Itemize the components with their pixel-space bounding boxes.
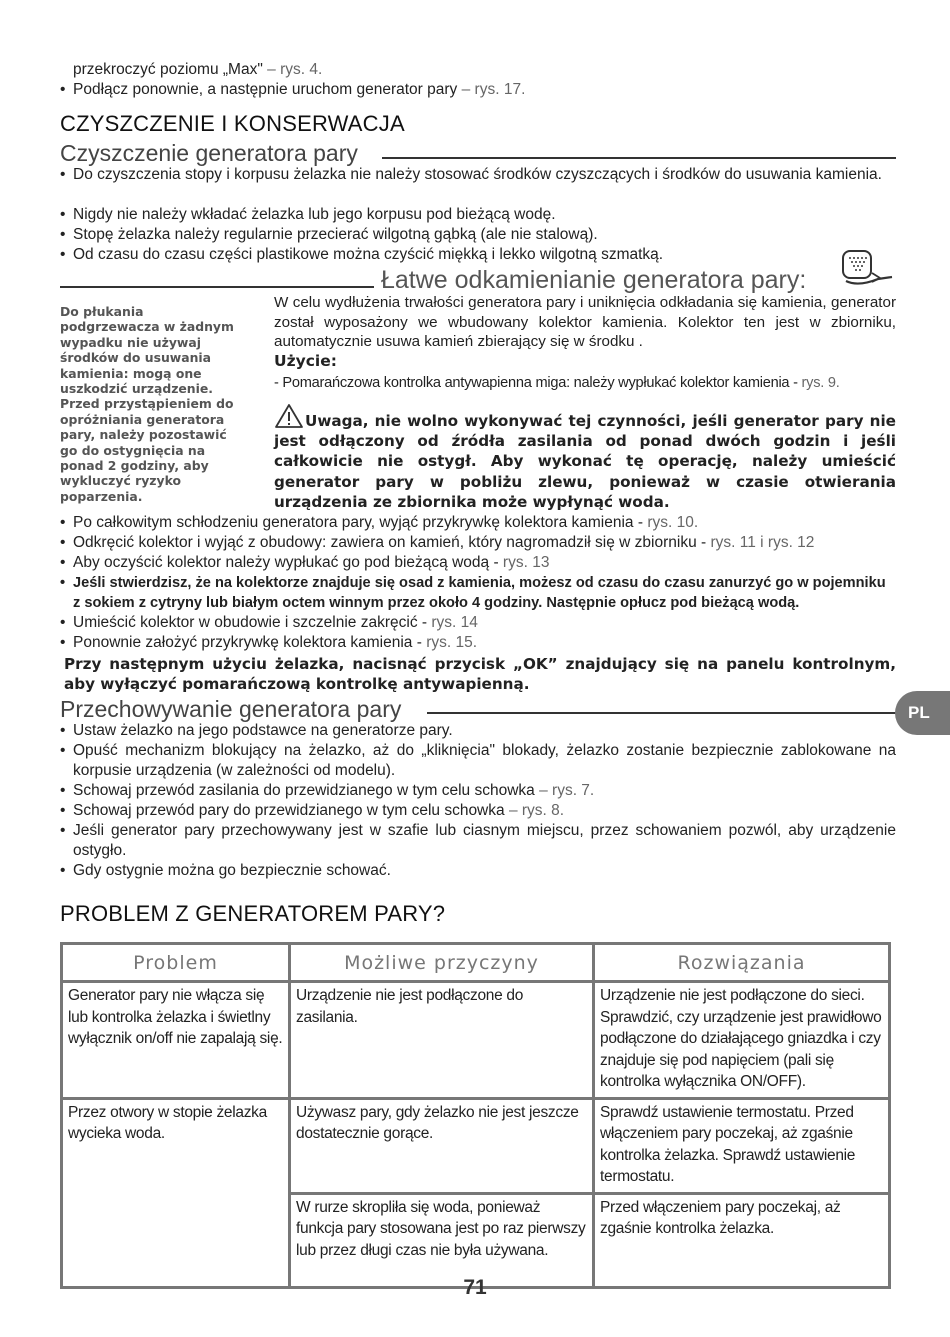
list-item: • Umieścić kolektor w obudowie i szczelnie zakręcić - rys. 14 <box>60 614 478 631</box>
storage-title: Przechowywanie generatora pary <box>60 696 402 722</box>
list-item: • Ponownie założyć przykrywkę kolektora kamienia - rys. 15. <box>60 634 478 651</box>
warning-text: Uwaga, nie wolno wykonywać tej czynności, jeśli generator pary nie jest odłączony od źródła zasilania od ponad dwóch godzin i jeśli całkowicie nie ostygł. Aby wykonać tę operację, należy umieścić generator pary w pobliżu zlewu, ponieważ w czasie otwierania urządzenia ze zbiornika może wypłynąć woda. <box>274 412 896 511</box>
section-title-cleaning: CZYSZCZENIE I KONSERWACJA <box>60 111 405 136</box>
descale-paragraph: W celu wydłużenia trwałości generatora pary i uniknięcia odkładania się kamienia, generator został wyposażony we wbudowany kolektor kamienia. Kolektor ten jest w zbiorniku, automatycznie usuwa kamień zbierający się w środku . <box>274 294 896 350</box>
list-item: • Po całkowitym schłodzeniu generatora pary, wyjąć przykrywkę kolektora kamienia - rys. 10. <box>60 514 699 531</box>
table-cell: Przed włączeniem pary poczekaj, aż zgaśnie kontrolka żelazka. <box>594 1193 890 1287</box>
list-item: • Jeśli generator pary przechowywany jest w szafie lub ciasnym miejscu, przez schowaniem pozwól, aby urządzenie ostygło. <box>60 822 896 859</box>
table-cell: Urządzenie nie jest podłączone do sieci. Sprawdzić, czy urządzenie jest prawidłowo podłączone do działającego gniazdka i czy znajduje się pod napięciem (pali się kontrolka wyłącznika ON/OFF). <box>594 982 890 1099</box>
table-cell: Przez otwory w stopie żelazka wycieka woda. <box>62 1098 290 1287</box>
usage-label: Użycie: <box>274 352 337 370</box>
sidebar-note: Do płukania podgrzewacza w żadnym wypadku nie używaj środków do usuwania kamienia: mogą one uszkodzić urządzenie. Przed przystąpieniem do opróżniania generatora pary, należy pozostawić go do ostygnięcia na ponad 2 godziny, aby wykluczyć ryzyko poparzenia. <box>60 304 234 504</box>
usage-line: - Pomarańczowa kontrolka antywapienna miga: należy wypłukać kolektor kamienia - rys. 9. <box>274 375 840 391</box>
subsection-title-cleaning: Czyszczenie generatora pary <box>60 140 358 166</box>
title-rule <box>60 286 374 288</box>
list-item: • Do czyszczenia stopy i korpusu żelazka nie należy stosować środków czyszczących i środków do usuwania kamienia. <box>60 166 882 183</box>
intro-line: przekroczyć poziomu „Max" – rys. 4. <box>73 61 323 78</box>
descale-title: Łatwe odkamienianie generatora pary: <box>381 266 807 294</box>
list-item: • Od czasu do czasu części plastikowe można czyścić miękką i lekko wilgotną szmatką. <box>60 246 664 263</box>
final-note: Przy następnym użyciu żelazka, nacisnąć przycisk „OK” znajdujący się na panelu kontrolnym, aby wyłączyć pomarańczową kontrolkę antywapienną. <box>64 655 896 693</box>
list-item: • Schowaj przewód pary do przewidzianego w tym celu schowka – rys. 8. <box>60 802 565 819</box>
page-number: 71 <box>463 1276 487 1299</box>
table-row <box>62 1098 890 1193</box>
list-item: • Aby oczyścić kolektor należy wypłukać go pod bieżącą wodą - rys. 13 <box>60 554 550 571</box>
list-item: • Schowaj przewód zasilania do przewidzianego w tym celu schowka – rys. 7. <box>60 782 595 799</box>
tip-item: • Jeśli stwierdzisz, że na kolektorze znajduje się osad z kamienia, możesz od czasu do czasu zanurzyć go w pojemniku z sokiem z cytryny lub białym octem winnym przez około 4 godziny. Następnie opłucz pod bieżącą wodą. <box>60 575 886 611</box>
table-cell: Sprawdź ustawienie termostatu. Przed włączeniem pary poczekaj, aż zgaśnie kontrolka żelazka. Sprawdź ustawienie termostatu. <box>594 1098 890 1193</box>
column-header-problem: Problem <box>62 944 290 982</box>
list-item: • Stopę żelazka należy regularnie przecierać wilgotną gąbką (ale nie stalową). <box>60 226 598 243</box>
table-row <box>62 982 890 1099</box>
language-tab: PL <box>895 691 950 735</box>
problems-table <box>60 942 891 1289</box>
title-rule <box>382 157 896 159</box>
intro-bullet: • Podłącz ponownie, a następnie uruchom generator pary – rys. 17. <box>60 81 526 98</box>
column-header-solutions: Rozwiązania <box>594 944 890 982</box>
list-item: • Gdy ostygnie można go bezpiecznie schować. <box>60 862 391 879</box>
list-item: • Odkręcić kolektor i wyjąć z obudowy: zawiera on kamień, który nagromadził się w zbiorniku - rys. 11 i rys. 12 <box>60 534 815 551</box>
column-header-causes: Możliwe przyczyny <box>290 944 594 982</box>
table-cell: W rurze skropliła się woda, ponieważ funkcja pary stosowana jest po raz pierwszy lub przez długi czas nie była używana. <box>290 1193 594 1287</box>
problems-title: PROBLEM Z GENERATOREM PARY? <box>60 901 446 926</box>
list-item: • Opuść mechanizm blokujący na żelazko, aż do „kliknięcia" blokady, żelazko zostanie bezpiecznie zablokowane na korpusie urządzenia (w zależności od modelu). <box>60 742 896 779</box>
list-item: • Nigdy nie należy wkładać żelazka lub jego korpusu pod bieżącą wodę. <box>60 206 556 223</box>
table-cell: Używasz pary, gdy żelazko nie jest jeszcze dostatecznie gorące. <box>290 1098 594 1193</box>
title-rule <box>427 712 897 714</box>
descale-icon <box>840 249 896 289</box>
table-cell: Generator pary nie włącza się lub kontrolka żelazka i świetlny wyłącznik on/off nie zapalają się. <box>62 982 290 1099</box>
table-cell: Urządzenie nie jest podłączone do zasilania. <box>290 982 594 1099</box>
list-item: • Ustaw żelazko na jego podstawce na generatorze pary. <box>60 722 453 739</box>
